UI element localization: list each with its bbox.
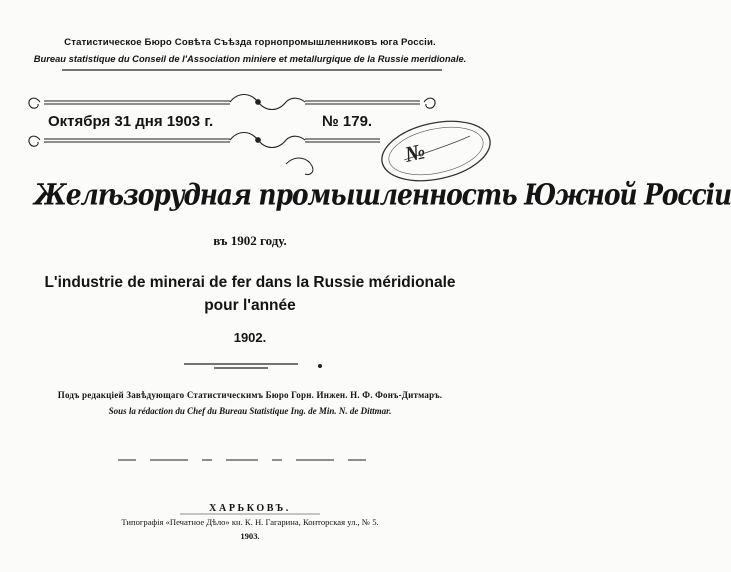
divider-rule bbox=[184, 364, 321, 368]
editor-russian: Подъ редакціей Завѣдующаго Статистическимъ Бюро Горн. Инжен. Н. Ф. Фонъ-Дитмаръ. bbox=[57, 390, 443, 400]
title-french-line-1: L'industrie de minerai de fer dans la Russie méridionale bbox=[44, 274, 456, 291]
imprint-city: ХАРЬКОВЪ. bbox=[209, 503, 291, 514]
editor-french: Sous la rédaction du Chef du Bureau Statistique Ing. de Min. N. de Dittmar. bbox=[108, 406, 392, 416]
imprint-printer: Типографія «Печатное Дѣло» кн. К. Н. Гагарина, Конторская ул., № 5. bbox=[121, 517, 379, 527]
bureau-name-russian: Статистическое Бюро Совѣта Съѣзда горнопромышленниковъ юга Россіи. bbox=[64, 37, 436, 48]
title-russian: Желѣзорудная промышленность Южной Россіи bbox=[34, 178, 731, 212]
bureau-name-french: Bureau statistique du Conseil de l'Association miniere et metallurgique de la Russie meridionale. bbox=[33, 53, 467, 64]
library-stamp bbox=[378, 120, 494, 182]
issue-date: Октября 31 дня 1903 г. bbox=[48, 113, 214, 130]
stamp-number: № bbox=[402, 138, 428, 167]
issue-number: № 179. bbox=[322, 113, 373, 130]
ornament-top bbox=[29, 95, 435, 110]
imprint-year: 1903. bbox=[240, 531, 260, 541]
flourish-mark bbox=[286, 158, 313, 174]
ornament-bottom bbox=[29, 133, 380, 148]
year-french: 1902. bbox=[233, 330, 267, 345]
title-french-line-2: pour l'année bbox=[204, 297, 296, 314]
year-russian: въ 1902 году. bbox=[213, 233, 287, 248]
